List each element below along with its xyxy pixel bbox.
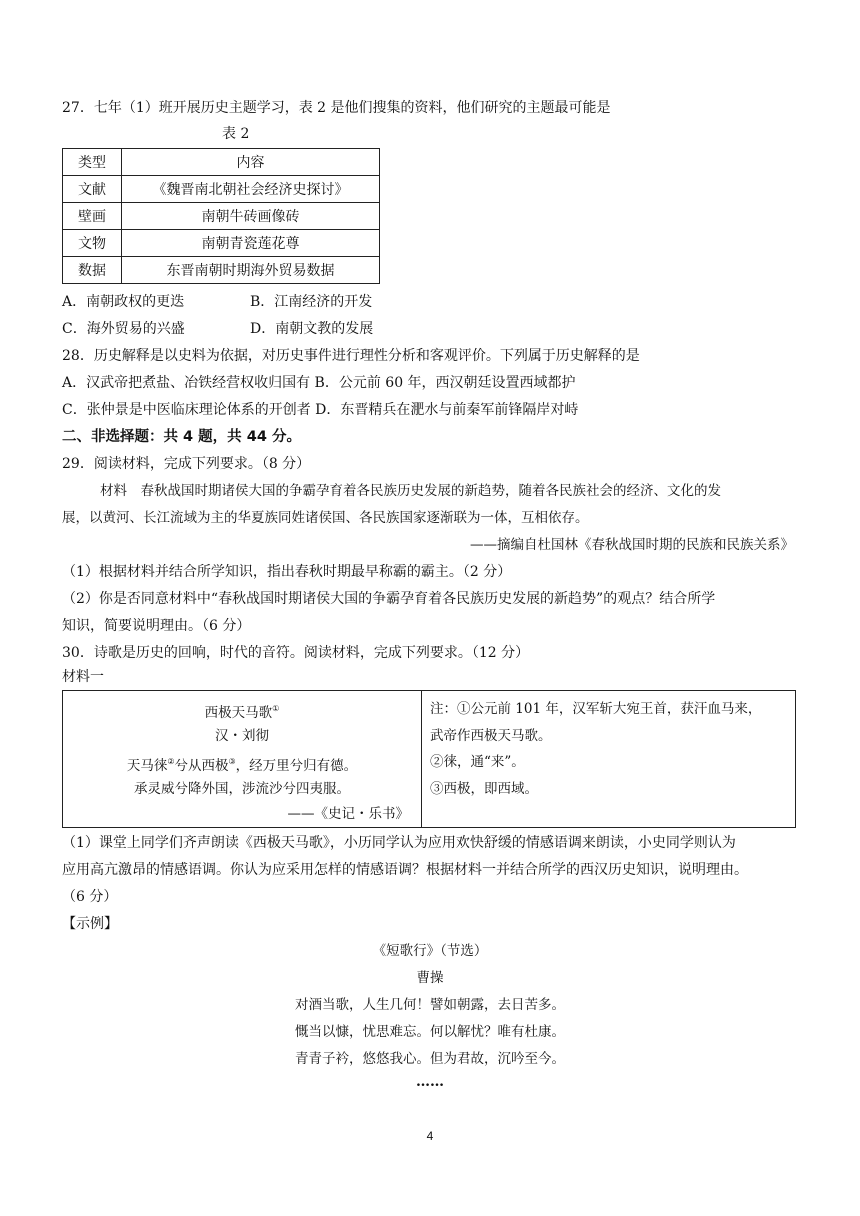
q28-stem: 28．历史解释是以史料为依据，对历史事件进行理性分析和客观评价。下列属于历史解释的是 (62, 348, 640, 364)
q30-sub1-3: （6 分） (62, 889, 118, 905)
q28-options-1: A．汉武帝把煮盐、冶铁经营权收归国有 B．公元前 60 年，西汉朝廷设置西域都护 (62, 375, 576, 391)
table-row (63, 203, 380, 230)
example-label: 【示例】 (62, 916, 118, 932)
example-line-3: 青青子衿，悠悠我心。但为君故，沉吟至今。 (295, 1051, 565, 1067)
option-c: C．海外贸易的兴盛 (62, 321, 185, 337)
table-cell: 南朝青瓷莲花尊 (122, 230, 380, 257)
section-heading: 二、非选择题：共 4 题，共 44 分。 (62, 429, 301, 445)
notes-panel (422, 691, 794, 827)
q30-sub1-1: （1）课堂上同学们齐声朗读《西极天马歌》，小历同学认为应用欢快舒缓的情感语调来朗读，小史同学则认为 (62, 835, 736, 851)
option-b: B．江南经济的开发 (250, 294, 373, 310)
poem-line-1 (63, 752, 421, 776)
q29-sub1: （1）根据材料并结合所学知识，指出春秋时期最早称霸的霸主。（2 分） (62, 564, 512, 580)
table-cell: 数据 (63, 257, 122, 284)
table-cell: 南朝牛砖画像砖 (122, 203, 380, 230)
example-ellipsis: …… (416, 1074, 444, 1090)
poem-title: 西极天马歌 (204, 705, 273, 721)
poem-text: 天马徕 (126, 758, 168, 774)
table-header-cell: 类型 (63, 149, 122, 176)
table-caption: 表 2 (222, 126, 250, 142)
footnote-mark: ② (167, 757, 175, 766)
q29-sub2-2: 知识，简要说明理由。（6 分） (62, 618, 251, 634)
q29-source: ——摘编自杜国林《春秋战国时期的民族和民族关系》 (470, 537, 794, 553)
table-cell: 壁画 (63, 203, 122, 230)
note-line-4: ③西极，即西域。 (430, 781, 538, 797)
q29-sub2-1: （2）你是否同意材料中“春秋战国时期诸侯大国的争霸孕育着各民族历史发展的新趋势”的观点？结合所学 (62, 591, 716, 607)
table-row (63, 176, 380, 203)
poem-source: ——《史记・乐书》 (287, 806, 409, 822)
material-label: 材料一 (62, 669, 104, 685)
example-author: 曹操 (416, 970, 444, 986)
note-line-2: 武帝作西极天马歌。 (430, 728, 552, 744)
q30-sub1-2: 应用高亢激昂的情感语调。你认为应采用怎样的情感语调？根据材料一并结合所学的西汉历史知识，说明理由。 (62, 862, 748, 878)
poem-text: 兮从西极 (174, 758, 229, 774)
example-line-1: 对酒当歌，人生几何！譬如朝露，去日苦多。 (295, 997, 565, 1013)
table-cell: 文物 (63, 230, 122, 257)
table-row (63, 230, 380, 257)
example-line-2: 慨当以慷，忧思难忘。何以解忧？唯有杜康。 (295, 1024, 565, 1040)
page-number: 4 (426, 1129, 434, 1143)
data-table (62, 148, 380, 284)
poem-text: ，经万里兮归有德。 (235, 758, 358, 774)
poem-author: 汉・刘彻 (215, 728, 269, 744)
table-cell: 东晋南朝时期海外贸易数据 (122, 257, 380, 284)
q29-material-1: 材料 春秋战国时期诸侯大国的争霸孕育着各民族历史发展的新趋势，随着各民族社会的经济、文化的发 (100, 483, 721, 499)
footnote-mark: ③ (228, 757, 236, 766)
table-cell: 《魏晋南北朝社会经济史探讨》 (122, 176, 380, 203)
table-header-cell: 内容 (122, 149, 380, 176)
poem-title-line (63, 699, 421, 723)
note-line-3: ②徕，通“来”。 (430, 754, 525, 770)
option-d: D．南朝文教的发展 (250, 321, 374, 337)
q27-stem: 27．七年（1）班开展历史主题学习，表 2 是他们搜集的资料，他们研究的主题最可能是 (62, 100, 611, 116)
q29-stem: 29．阅读材料，完成下列要求。（8 分） (62, 456, 311, 472)
note-line-1: 注：①公元前 101 年，汉军斩大宛王首，获汗血马来， (430, 701, 762, 717)
q30-stem: 30．诗歌是历史的回响，时代的音符。阅读材料，完成下列要求。（12 分） (62, 645, 530, 661)
option-a: A．南朝政权的更迭 (62, 294, 185, 310)
q29-material-2: 展，以黄河、长江流域为主的华夏族同姓诸侯国、各民族国家逐渐联为一体，互相依存。 (62, 510, 589, 526)
poem-panel (63, 691, 422, 827)
poem-box (62, 690, 796, 828)
poem-line-2: 承灵威兮降外国，涉流沙兮四夷服。 (134, 781, 350, 797)
footnote-mark: ① (272, 704, 280, 713)
table-row (63, 257, 380, 284)
table-cell: 文献 (63, 176, 122, 203)
table-header-row (63, 149, 380, 176)
example-title: 《短歌行》（节选） (372, 943, 488, 959)
q28-options-2: C．张仲景是中医临床理论体系的开创者 D．东晋精兵在淝水与前秦军前锋隔岸对峙 (62, 402, 579, 418)
